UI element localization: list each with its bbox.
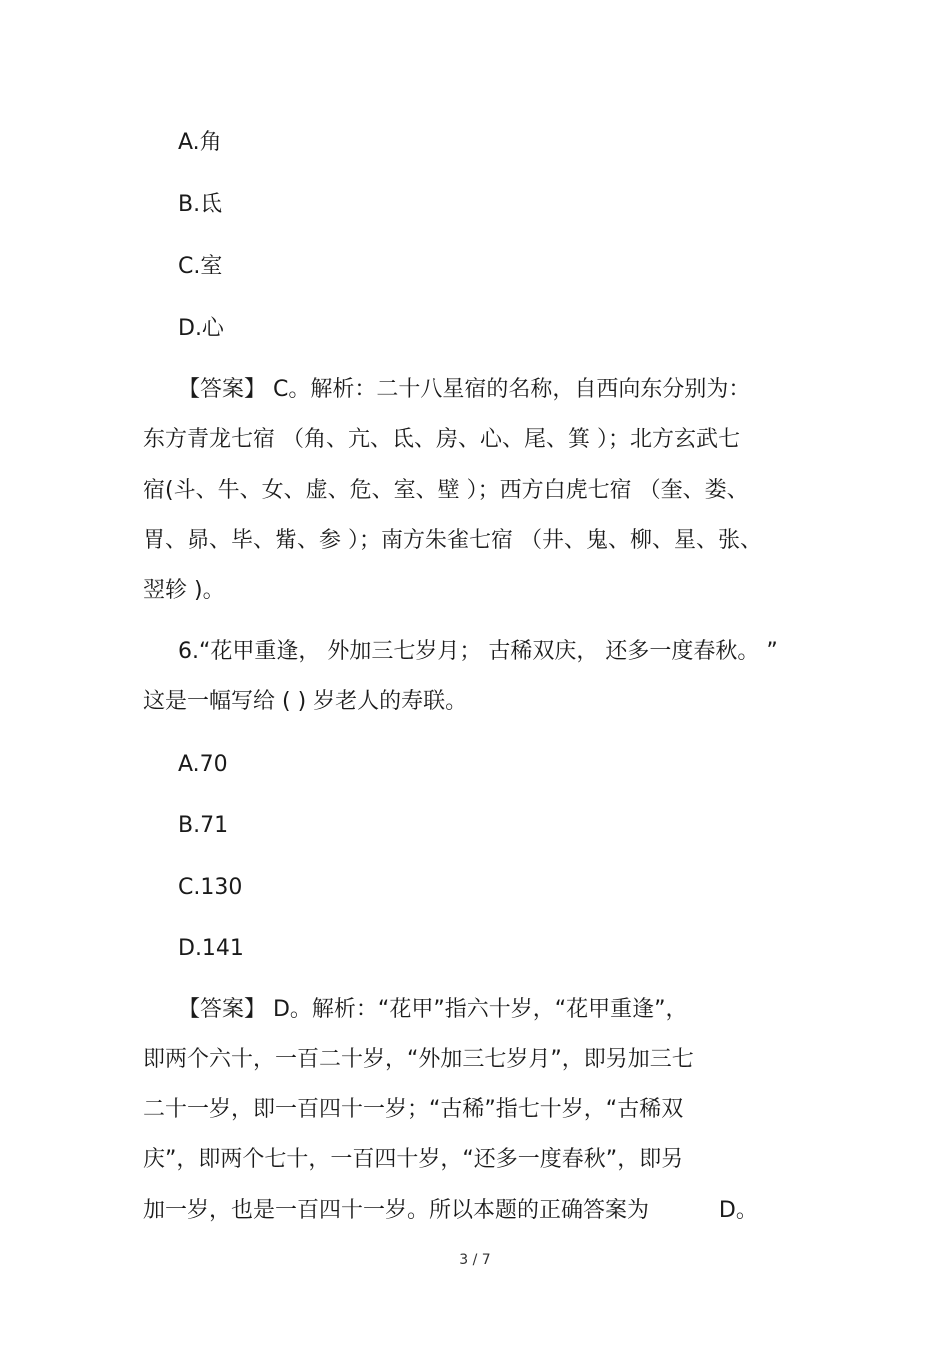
q5-option-b: B.氐	[178, 192, 223, 217]
page-number: 3 / 7	[459, 1252, 491, 1268]
q5-answer-line: 胃、昴、毕、觜、参 ）；南方朱雀七宿 （井、鬼、柳、星、张、	[143, 528, 762, 553]
q6-option-c: C.130	[178, 875, 243, 900]
q6-answer-line: 加一岁，也是一百四十一岁。所以本题的正确答案为 D。	[143, 1198, 758, 1223]
q6-answer-line: 二十一岁，即一百四十一岁；“古稀”指七十岁，“古稀双	[143, 1097, 684, 1122]
q6-question-line: 这是一幅写给 ( ) 岁老人的寿联。	[143, 689, 468, 714]
q5-answer-line: 【答案】 C。解析：二十八星宿的名称，自西向东分别为：	[178, 377, 751, 402]
q6-answer-line: 庆”，即两个七十，一百四十岁，“还多一度春秋”，即另	[143, 1147, 684, 1172]
q6-option-a: A.70	[178, 752, 228, 777]
q6-question-line: 6.“花甲重逢， 外加三七岁月； 古稀双庆， 还多一度春秋。 ”	[178, 639, 778, 664]
q6-answer-line: 即两个六十，一百二十岁，“外加三七岁月”，即另加三七	[143, 1047, 694, 1072]
q5-answer-line: 宿(斗、牛、女、虚、危、室、壁 ）；西方白虎七宿 （奎、娄、	[143, 478, 749, 503]
q6-answer-line: 【答案】 D。解析：“花甲”指六十岁，“花甲重逢”，	[178, 997, 688, 1022]
q6-option-b: B.71	[178, 813, 229, 838]
q6-option-d: D.141	[178, 936, 244, 961]
q5-option-d: D.心	[178, 316, 224, 341]
q5-answer-line: 东方青龙七宿 （角、亢、氐、房、心、尾、箕 ）；北方玄武七	[143, 427, 740, 452]
q5-option-c: C.室	[178, 254, 223, 279]
q5-answer-line: 翌轸 )。	[143, 578, 225, 603]
q5-option-a: A.角	[178, 130, 222, 155]
